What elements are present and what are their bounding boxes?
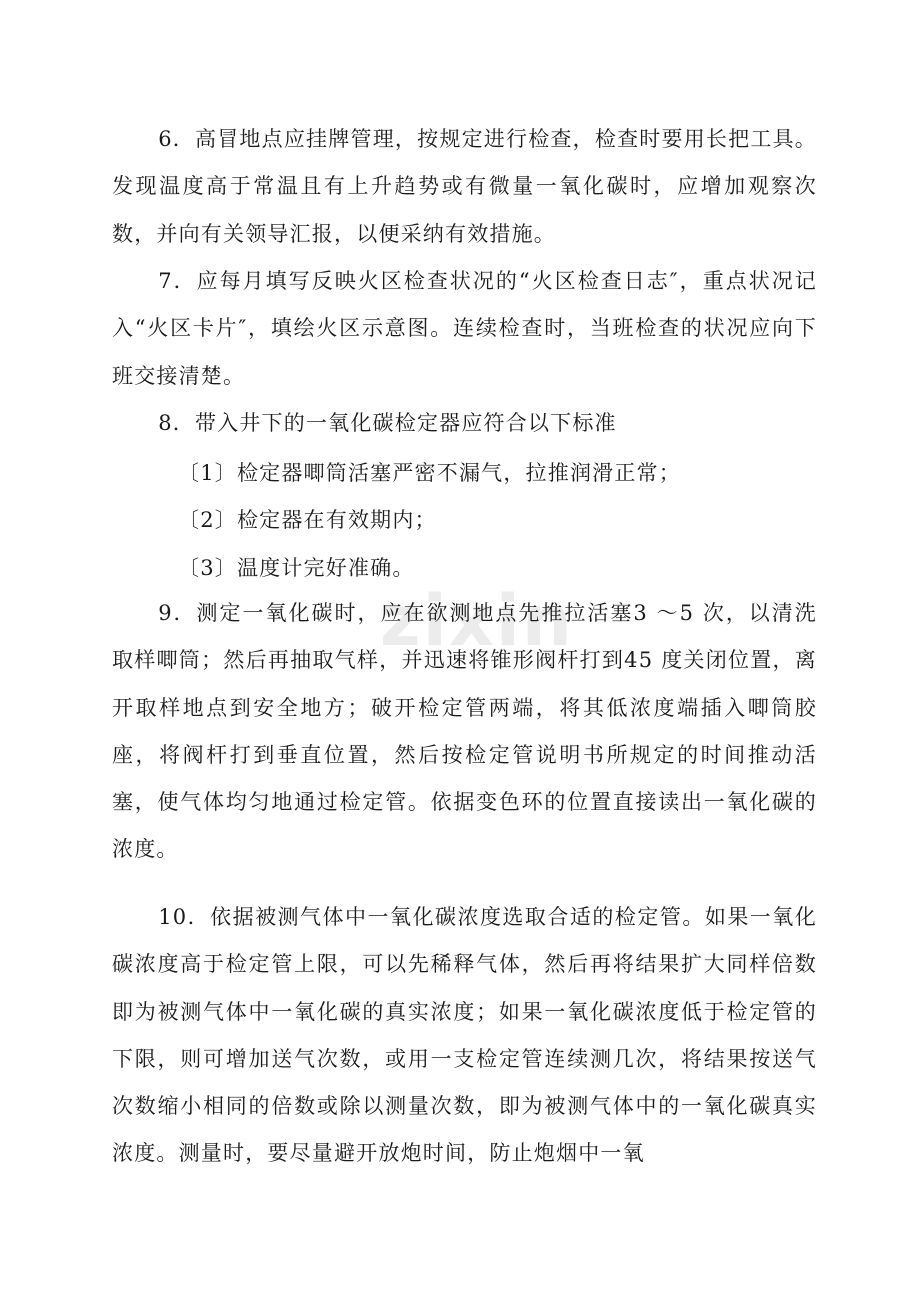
paragraph-10: 10．依据被测气体中一氧化碳浓度选取合适的检定管。如果一氧化碳浓度高于检定管上限，可以先稀释气体，然后再将结果扩大同样倍数即为被测气体中一氧化碳的真实浓度；如果一氧化碳浓度低于检定管的下限，则可增加送气次数，或用一支检定管连续测几次，将结果按送气次数缩小相同的倍数或除以测量次数，即为被测气体中的一氧化碳真实浓度。测量时，要尽量避开放炮时间，防止炮烟中一氧 — [112, 905, 817, 1166]
paragraph-7: 7．应每月填写反映火区检查状况的“火区检查日志″，重点状况记入“火区卡片″，填绘火区示意图。连续检查时，当班检查的状况应向下班交接清楚。 — [112, 269, 817, 388]
paragraph-6: 6．高冒地点应挂牌管理，按规定进行检查，检查时要用长把工具。发现温度高于常温且有上升趋势或有微量一氧化碳时，应增加观察次数，并向有关领导汇报，以便采纳有效措施。 — [112, 127, 817, 246]
paragraph-8: 8．带入井下的一氧化碳检定器应符合以下标准 — [158, 411, 617, 435]
sub-item-2: 〔2〕检定器在有效期内； — [178, 508, 437, 532]
paragraph-9: 9．测定一氧化碳时，应在欲测地点先推拉活塞3 ～5 次，以清洗取样唧筒；然后再抽取气样，并迅速将锥形阀杆打到45 度关闭位置，离开取样地点到安全地方；破开检定管两端，将其低浓度端插入唧筒胶座，将阀杆打到垂直位置，然后按检定管说明书所规定的时间推动活塞，使气体均匀地通过检定管。依据变色环的位置直接读出一氧化碳的浓度。 — [112, 601, 817, 862]
sub-item-3: 〔3〕温度计完好准确。 — [178, 556, 415, 580]
watermark: zixin — [380, 580, 574, 662]
sub-item-1: 〔1〕检定器唧筒活塞严密不漏气，拉推润滑正常； — [178, 461, 681, 485]
